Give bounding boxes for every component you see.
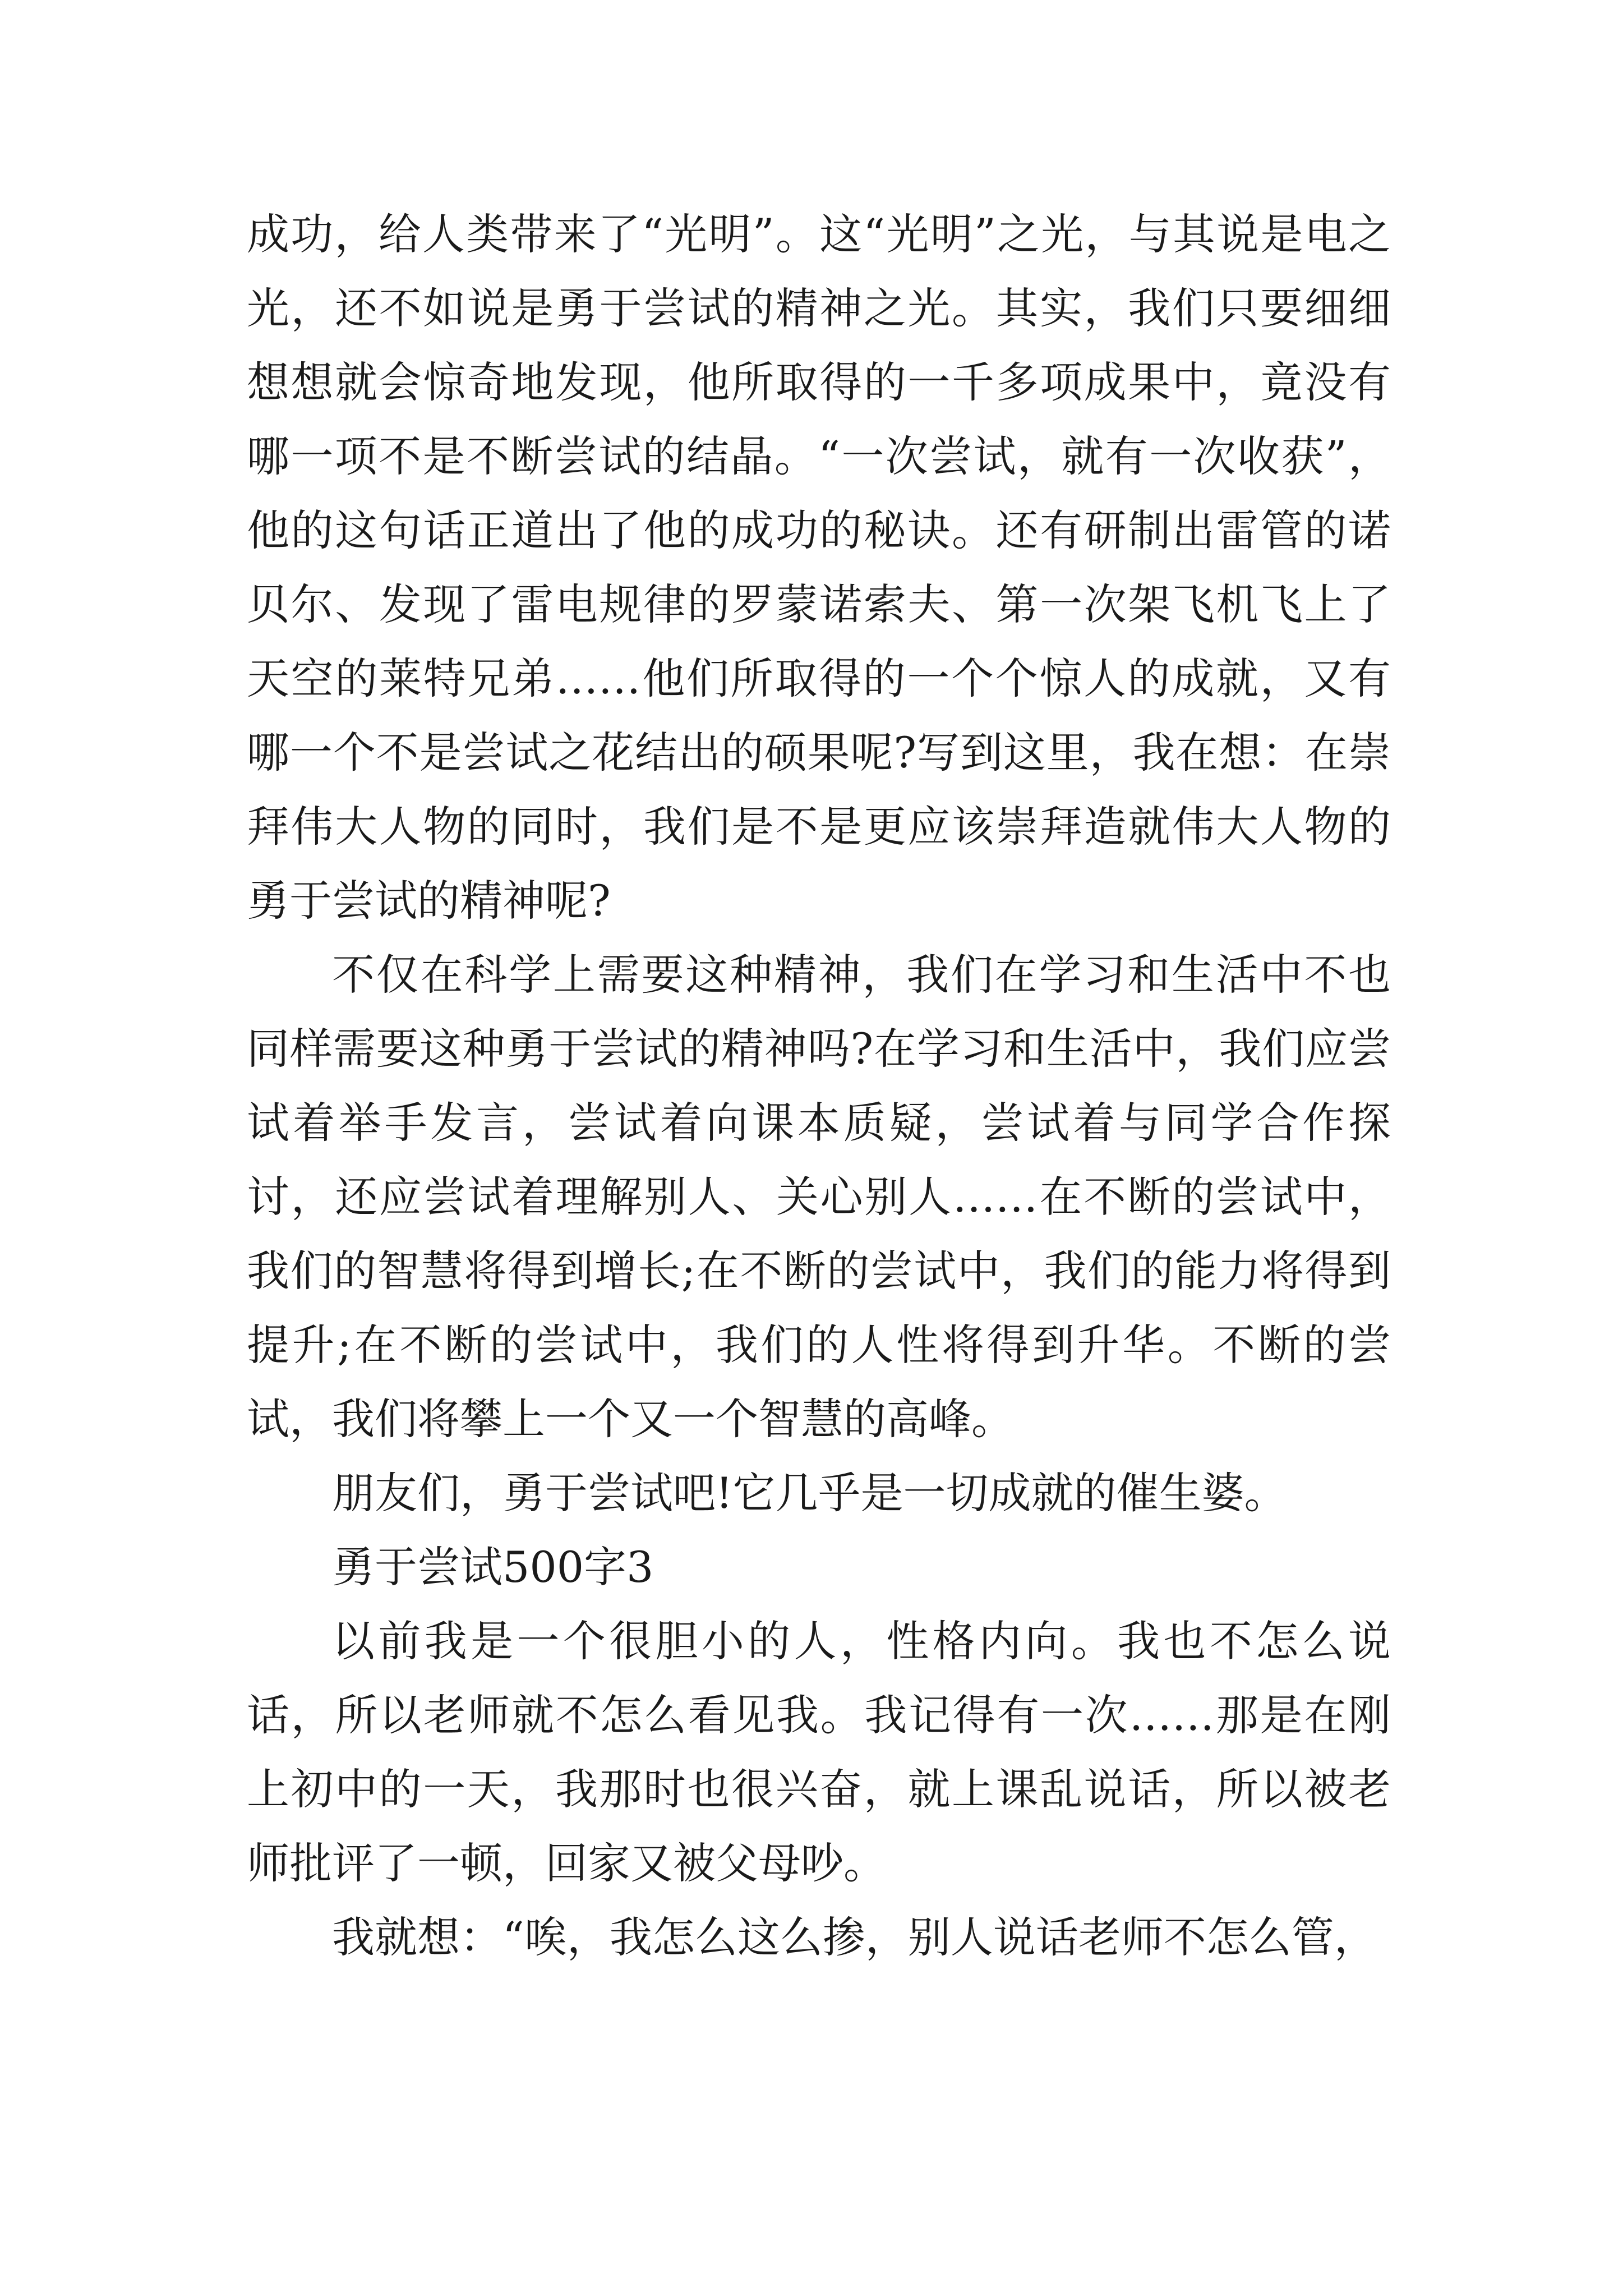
document-body	[247, 197, 1391, 1975]
paragraph: 我就想：“唉，我怎么这么掺，别人说话老师不怎么管，	[332, 1912, 1377, 1962]
paragraph: 不仅在科学上需要这种精神，我们在学习和生活中不也同样需要这种勇于尝试的精神吗?在学习和生活中，我们应尝试着举手发言，尝试着向课本质疑，尝试着与同学合作探讨，还应尝试着理解别人、关心别人……在不断的尝试中，我们的智慧将得到增长;在不断的尝试中，我们的能力将得到提升;在不断的尝试中，我们的人性将得到升华。不断的尝试，我们将攀上一个又一个智慧的高峰。	[247, 950, 1391, 1444]
paragraph: 朋友们，勇于尝试吧!它几乎是一切成就的催生婆。	[332, 1468, 1287, 1518]
paragraph: 成功，给人类带来了“光明”。这“光明”之光，与其说是电之光，还不如说是勇于尝试的精神之光。其实，我们只要细细想想就会惊奇地发现，他所取得的一千多项成果中，竟没有哪一项不是不断尝试的结晶。“一次尝试，就有一次收获”，他的这句话正道出了他的成功的秘诀。还有研制出雷管的诺贝尔、发现了雷电规律的罗蒙诺索夫、第一次架飞机飞上了天空的莱特兄弟……他们所取得的一个个惊人的成就，又有哪一个不是尝试之花结出的硕果呢?写到这里，我在想：在崇拜伟大人物的同时，我们是不是更应该崇拜造就伟大人物的勇于尝试的精神呢?	[247, 209, 1391, 926]
section-heading: 勇于尝试500字3	[332, 1542, 654, 1592]
paragraph: 以前我是一个很胆小的人，性格内向。我也不怎么说话，所以老师就不怎么看见我。我记得有一次……那是在刚上初中的一天，我那时也很兴奋，就上课乱说话，所以被老师批评了一顿，回家又被父母吵。	[247, 1616, 1391, 1888]
